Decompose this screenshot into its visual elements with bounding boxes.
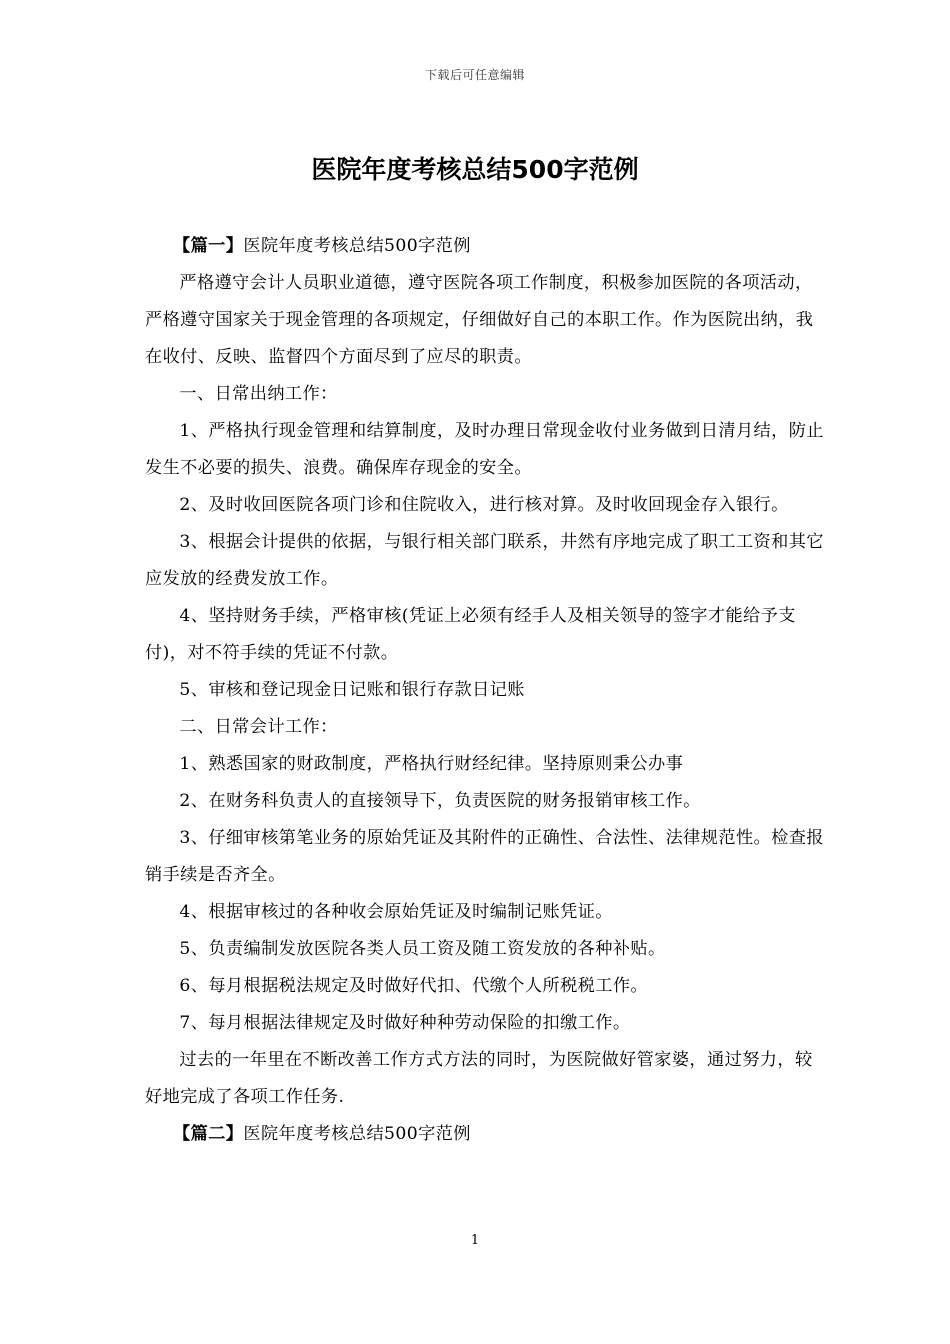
section-marker: 【篇一】 <box>173 236 244 256</box>
paragraph: 1、熟悉国家的财政制度，严格执行财经纪律。坚持原则秉公办事 <box>179 754 684 774</box>
paragraph: 一、日常出纳工作： <box>179 384 338 404</box>
paragraph: 5、审核和登记现金日记账和银行存款日记账 <box>179 680 525 700</box>
section-label: 医院年度考核总结500字范例 <box>243 236 471 256</box>
section-marker: 【篇二】 <box>173 1124 244 1144</box>
page-number: 1 <box>470 1233 480 1248</box>
paragraph: 严格遵守会计人员职业道德，遵守医院各项工作制度，积极参加医院的各项活动，严格遵守国家关于现金管理的各项规定，仔细做好自己的本职工作。作为医院出纳，我在收付、反映、监督四个方面尽到了应尽的职责。 <box>145 273 814 367</box>
paragraph: 过去的一年里在不断改善工作方式方法的同时，为医院做好管家婆，通过努力，较好地完成了各项工作任务. <box>145 1050 813 1107</box>
paragraph: 6、每月根据税法规定及时做好代扣、代缴个人所税税工作。 <box>179 976 649 996</box>
paragraph: 7、每月根据法律规定及时做好种种劳动保险的扣缴工作。 <box>179 1013 631 1033</box>
paragraph: 3、仔细审核第笔业务的原始凭证及其附件的正确性、合法性、法律规范性。检查报销手续是否齐全。 <box>145 828 824 885</box>
document-title: 医院年度考核总结500字范例 <box>311 155 639 184</box>
paragraph: 1、严格执行现金管理和结算制度，及时办理日常现金收付业务做到日清月结，防止发生不必要的损失、浪费。确保库存现金的安全。 <box>145 421 824 478</box>
document-body <box>145 228 825 1153</box>
section-heading-2 <box>145 1116 825 1153</box>
paragraph: 2、在财务科负责人的直接领导下，负责医院的财务报销审核工作。 <box>179 791 701 811</box>
paragraph: 5、负责编制发放医院各类人员工资及随工资发放的各种补贴。 <box>179 939 666 959</box>
paragraph: 4、坚持财务手续，严格审核(凭证上必须有经手人及相关领导的签字才能给予支付)，对不符手续的凭证不付款。 <box>145 606 796 663</box>
header-note: 下载后可任意编辑 <box>424 68 525 82</box>
section-label: 医院年度考核总结500字范例 <box>243 1124 471 1144</box>
paragraph: 3、根据会计提供的依据，与银行相关部门联系，井然有序地完成了职工工资和其它应发放的经费发放工作。 <box>145 532 824 589</box>
paragraph: 4、根据审核过的各种收会原始凭证及时编制记账凭证。 <box>179 902 613 922</box>
paragraph: 2、及时收回医院各项门诊和住院收入，进行核对算。及时收回现金存入银行。 <box>179 495 789 515</box>
section-heading-1 <box>145 228 825 265</box>
paragraph: 二、日常会计工作： <box>179 717 338 737</box>
